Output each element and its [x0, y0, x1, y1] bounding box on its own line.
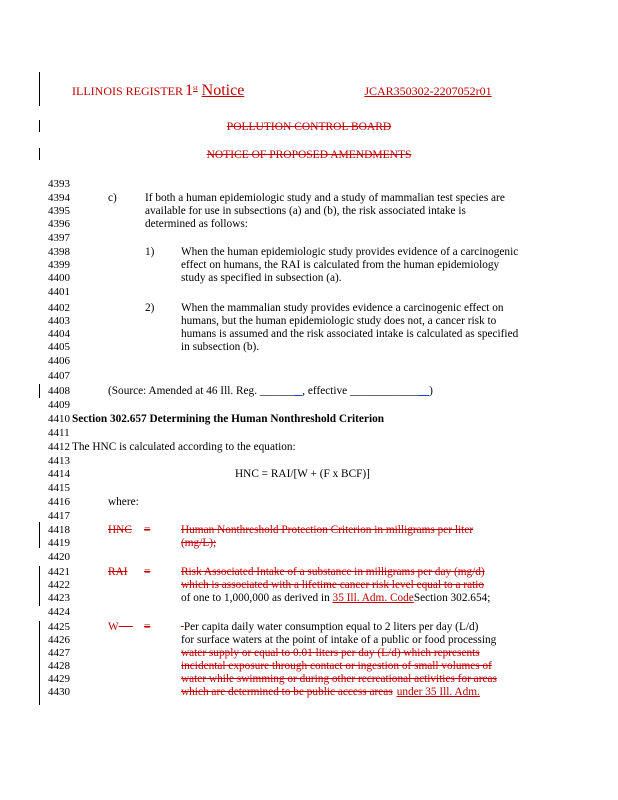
item-1-label: 1) — [145, 246, 155, 258]
line-number: 4425 — [48, 621, 70, 633]
line-number: 4413 — [48, 455, 70, 467]
def-hnc-term: HNC — [108, 524, 132, 536]
def-w-struck-line: which are determined to be public access areas — [181, 686, 393, 698]
def-rai-eq: = — [144, 566, 151, 578]
issue-number: 1 — [185, 82, 193, 99]
line-number: 4429 — [48, 673, 70, 685]
def-rai-citation: 35 Ill. Adm. Code — [332, 592, 414, 604]
hnc-intro: The HNC is calculated according to the equation: — [72, 441, 296, 453]
source-close: ) — [429, 385, 433, 397]
def-w-line — [181, 621, 478, 634]
change-bar — [39, 566, 40, 606]
source-note — [108, 385, 433, 398]
line-number: 4427 — [48, 647, 70, 659]
line-number: 4397 — [48, 232, 70, 244]
item-1-line: When the human epidemiologic study provides evidence of a carcinogenic — [181, 246, 519, 258]
def-w-struck-line: incidental exposure through contact or ingestion of small volumes of — [181, 660, 492, 672]
line-number: 4421 — [48, 566, 70, 578]
line-number: 4395 — [48, 205, 70, 217]
para-c-label: c) — [108, 192, 117, 204]
line-number: 4416 — [48, 496, 70, 508]
source-blank-reg: ______ — [259, 385, 294, 397]
issue-suffix: st — [193, 84, 198, 92]
source-insert-mark: _ — [293, 385, 303, 397]
para-c-line: If both a human epidemiologic study and a study of mammalian test species are — [145, 192, 505, 204]
line-number: 4411 — [48, 427, 70, 439]
item-2-line: humans, but the human epidemiologic study does not, a cancer risk to — [181, 315, 497, 327]
line-number: 4414 — [48, 468, 70, 480]
line-number: 4403 — [48, 315, 70, 327]
section-heading: Section 302.657 Determining the Human Nonthreshold Criterion — [72, 413, 385, 425]
line-number: 4399 — [48, 259, 70, 271]
def-rai-line: Risk Associated Intake of a substance in milligrams per day (mg/d) — [181, 566, 485, 578]
item-1-line: effect on humans, the RAI is calculated from the human epidemiology — [181, 259, 500, 271]
change-bar — [39, 522, 40, 548]
def-rai-line: which is associated with a lifetime cancer risk level equal to a ratio — [181, 579, 485, 591]
def-w-struck-line: water supply or equal to 0.01 liters per day (L/d) which represents — [181, 647, 480, 659]
line-number: 4415 — [48, 482, 70, 494]
change-bar — [39, 384, 40, 398]
equation: HNC = RAI/[W + (F x BCF)] — [235, 468, 370, 480]
line-number: 4394 — [48, 192, 70, 204]
line-number: 4428 — [48, 660, 70, 672]
def-rai-term: RAI — [108, 566, 128, 578]
source-mid: , effective — [302, 385, 351, 397]
notice-label: Notice — [201, 82, 245, 99]
change-bar — [39, 72, 40, 106]
def-hnc-line: Human Nonthreshold Protection Criterion in milligrams per liter — [181, 524, 474, 536]
register-header — [72, 82, 492, 100]
item-2-line: humans is assumed and the risk associated intake is calculated as specified — [181, 328, 519, 340]
def-w-eq: = — [144, 621, 151, 633]
line-number: 4412 — [48, 441, 70, 453]
line-number: 4409 — [48, 399, 70, 411]
def-hnc-line: (mg/L); — [181, 537, 217, 549]
line-number: 4398 — [48, 246, 70, 258]
para-c-line: determined as follows: — [145, 218, 248, 230]
source-prefix: (Source: Amended at 46 Ill. Reg. — [108, 385, 260, 397]
item-2-line: in subsection (b). — [181, 341, 260, 353]
item-1-line: study as specified in subsection (a). — [181, 272, 342, 284]
def-rai-line3-prefix: of one to 1,000,000 as derived in — [181, 592, 333, 604]
line-number: 4406 — [48, 355, 70, 367]
def-w-line2: for surface waters at the point of intake of a public or food processing — [181, 634, 497, 646]
line-number: 4426 — [48, 634, 70, 646]
para-c-line: available for use in subsections (a) and (b), the risk associated intake is — [145, 205, 466, 217]
line-number: 4410 — [48, 413, 70, 425]
board-name: POLLUTION CONTROL BOARD — [226, 121, 392, 133]
register-name: ILLINOIS REGISTER — [72, 84, 183, 98]
def-rai-line3 — [181, 592, 490, 605]
notice-title: NOTICE OF PROPOSED AMENDMENTS — [206, 149, 412, 161]
line-number: 4407 — [48, 370, 70, 382]
def-w-term-text: W — [108, 621, 119, 633]
line-number: 4430 — [48, 686, 70, 698]
jcar-code: JCAR350302-2207052r01 — [364, 84, 492, 98]
def-w-line1: Per capita daily water consumption equal to 2 liters per day (L/d) — [183, 621, 479, 633]
line-number: 4401 — [48, 286, 70, 298]
item-2-line: When the mammalian study provides evidence a carcinogenic effect on — [181, 302, 504, 314]
source-insert-mark: __ — [417, 385, 430, 397]
line-number: 4418 — [48, 524, 70, 536]
def-hnc-eq: = — [144, 524, 151, 536]
line-number: 4424 — [48, 606, 70, 618]
change-bar — [39, 621, 40, 705]
def-w-struck-line: water while swimming or during other recreational activities for areas — [181, 673, 497, 685]
def-w-term — [108, 621, 133, 634]
line-number: 4405 — [48, 341, 70, 353]
line-number: 4402 — [48, 302, 70, 314]
item-2-label: 2) — [145, 302, 155, 314]
def-w-gap — [119, 621, 133, 633]
def-w-inserted: under 35 Ill. Adm. — [396, 686, 480, 698]
line-number: 4408 — [48, 385, 70, 397]
line-number: 4404 — [48, 328, 70, 340]
line-number: 4417 — [48, 510, 70, 522]
line-number: 4423 — [48, 592, 70, 604]
source-blank-date: ____________ — [350, 385, 418, 397]
def-w-line6 — [181, 686, 480, 699]
line-number: 4400 — [48, 272, 70, 284]
line-number: 4422 — [48, 579, 70, 591]
line-number: 4393 — [48, 178, 70, 190]
def-rai-line3-suffix: Section 302.654; — [413, 592, 491, 604]
line-number: 4396 — [48, 218, 70, 230]
line-number: 4420 — [48, 551, 70, 563]
where-label: where: — [108, 496, 139, 508]
line-number: 4419 — [48, 537, 70, 549]
